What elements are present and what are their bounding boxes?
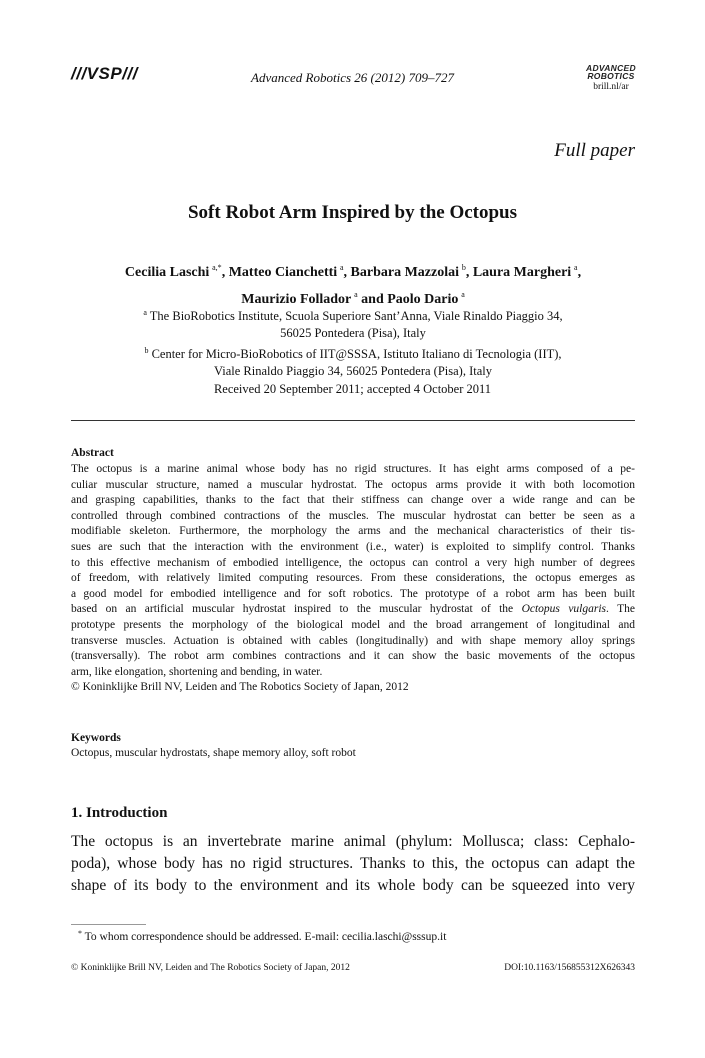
author: Paolo Dario $^a$ — [387, 290, 465, 307]
abstract-line: The octopus is a marine animal whose body has no rigid structures. It has eight arms composed of a pe- — [71, 463, 635, 475]
abstract-line: modifiable skeleton. Furthermore, the morphology the arms and the mechanical characteristics of their tis- — [71, 525, 635, 538]
abstract-line: sues are such that the interaction with the environment (i.e., water) is exploited to simplify control. Thanks — [71, 540, 635, 553]
author: Matteo Cianchetti $^a$, — [228, 263, 351, 280]
abstract-line: arm, like elongation, shortening and bending, in water. — [71, 665, 323, 678]
paper-title: Soft Robot Arm Inspired by the Octopus — [187, 202, 518, 223]
abstract-copyright: © Koninklijke Brill NV, Leiden and The Robotics Society of Japan, 2012 — [71, 681, 409, 694]
body-line: The octopus is an invertebrate marine animal (phylum: Mollusca; class: Cephalo- — [71, 833, 635, 850]
abstract-line: prototype presents the morphology of the biological model and the broad arrangement of longitudinal and — [71, 618, 635, 631]
footnote-divider — [71, 924, 146, 925]
journal-logo-line1: ADVANCED — [586, 63, 636, 73]
affiliation-a-cont: 56025 Pontedera (Pisa), Italy — [280, 326, 426, 340]
received-dates: Received 20 September 2011; accepted 4 October 2011 — [213, 382, 492, 396]
body-line: poda), whose body has no rigid structures. Thanks to this, the octopus can adapt the — [71, 855, 635, 872]
publisher-logo: ///VSP/// — [71, 64, 138, 83]
journal-logo — [566, 64, 656, 80]
abstract-line: of freedom, with relatively limited computing resources. From these considerations, the octopus emerges as — [71, 572, 635, 585]
intro-body — [71, 831, 635, 897]
abstract-line: to this effective mechanism of embodied intelligence, the octopus can control a very high number of degrees — [71, 556, 635, 569]
header-divider — [71, 420, 635, 421]
affiliation-a: $^a$ The BioRobotics Institute, Scuola Superiore Sant’Anna, Viale Rinaldo Piaggio 34, — [143, 308, 563, 323]
keywords-list: Octopus, muscular hydrostats, shape memory alloy, soft robot — [71, 747, 356, 759]
footer-doi: DOI:10.1163/156855312X626343 — [504, 963, 635, 973]
journal-url: brill.nl/ar — [593, 82, 629, 92]
abstract-heading: Abstract — [71, 447, 114, 459]
affiliation-b: $^b$ Center for Micro-BioRobotics of IIT@SSSA, Istituto Italiano di Tecnologia (IIT), — [144, 346, 562, 361]
journal-citation: Advanced Robotics 26 (2012) 709–727 — [251, 70, 454, 85]
abstract-line: a good model for embodied intelligence and for soft robotics. The prototype of a robot arm has been built — [71, 587, 635, 600]
abstract-line: transverse muscles. Actuation is obtained with cables (longitudinally) and with shape memory alloy springs — [71, 634, 635, 647]
footer-copyright: © Koninklijke Brill NV, Leiden and The Robotics Society of Japan, 2012 — [71, 963, 350, 973]
abstract-line: (transversally). The robot arm combines contractions and it can show the basic movements of the octopus — [71, 650, 635, 663]
abstract-line: and grasping capabilities, thanks to the fact that their stiffness can change over a wide range and can be — [71, 494, 635, 507]
author: Maurizio Follador $^a$ and — [241, 290, 388, 307]
author: Cecilia Laschi $^{a,*}$, — [124, 263, 229, 280]
author: Barbara Mazzolai $^b$, — [350, 263, 473, 280]
affiliation-b-cont: Viale Rinaldo Piaggio 34, 56025 Pontedera (Pisa), Italy — [213, 364, 493, 378]
author-list — [72, 257, 634, 311]
keywords-heading: Keywords — [71, 732, 121, 744]
body-line: shape of its body to the environment and its whole body can be squeezed into very — [71, 877, 635, 894]
footnote: * To whom correspondence should be addressed. E-mail: cecilia.laschi@sssup.it — [78, 929, 447, 943]
journal-logo-line2: ROBOTICS — [587, 71, 635, 81]
abstract-line: based on an artificial muscular hydrostat inspired to the muscular hydrostat of the Octopus vulgaris. The — [71, 603, 636, 616]
abstract-line: controlled through combined contractions of the muscles. The muscular hydrostat can better be seen as a — [71, 509, 635, 522]
abstract-body — [71, 462, 635, 696]
paper-type: Full paper — [554, 140, 635, 161]
abstract-line: culiar muscular structure, named a muscular hydrostat. The octopus arms provide it with both locomotion — [71, 478, 635, 491]
author: Laura Margheri $^a$, — [472, 263, 582, 280]
section-heading: 1. Introduction — [71, 805, 168, 821]
affiliations — [72, 304, 634, 380]
